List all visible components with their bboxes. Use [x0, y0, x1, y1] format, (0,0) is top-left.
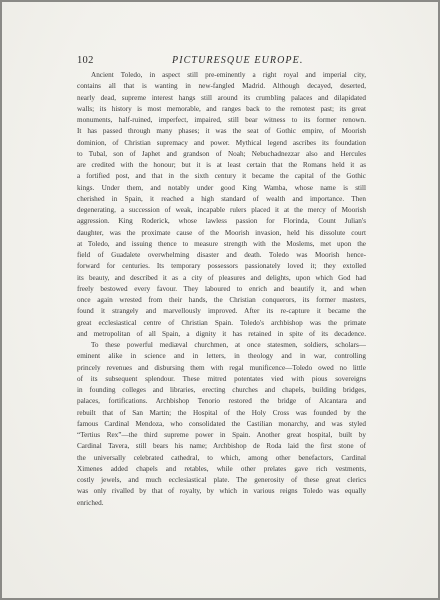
text-line: found it strangely and marvellously improved. After its re-capture it became the [77, 307, 366, 316]
text-line: famous Cardinal Mendoza, who consolidated the Castilian monarchy, and was styled [77, 419, 366, 428]
text-line: It has passed through many phases; it was the seat of Gothic empire, of Moorish [77, 127, 366, 136]
text-line: are credited with the honour; but it is at least certain that the Romans held it as [77, 161, 366, 169]
text-line: and metropolitan of all Spain, a dignity it has retained in spite of its decadence. [77, 329, 366, 338]
text-line: dominion, of Christian supremacy and power. Mythical legend ascribes its foundation [77, 138, 366, 147]
text-line: enriched. [77, 498, 104, 507]
text-line: walls; its history is most memorable, and ranges back to the remotest past; its great [77, 104, 366, 113]
text-line: daughter, was the proximate cause of the Moorish invasion, held his dissolute court [77, 228, 366, 237]
book-page [2, 2, 438, 598]
text-line: the universally celebrated cathedral, to which, among other benefactors, Cardinal [77, 453, 366, 462]
running-title: PICTURESQUE EUROPE. [172, 55, 304, 66]
text-line: Cardinal Tavera, still bears his name; Archbishop de Roda laid the first stone of [77, 442, 366, 451]
text-line: nearly dead, supreme interest hangs still around its crumbling palaces and dilapidated [77, 93, 366, 102]
text-line: was only rivalled by that of royalty, by which in various reigns Toledo was equally [77, 487, 366, 496]
text-line: costly jewels, and much ecclesiastical plate. The generosity of these great clerics [77, 476, 366, 484]
text-line: field of Guadalete overwhelming disaster and death. Toledo was Moorish hence- [77, 251, 366, 259]
text-line: to Tubal, son of Japhet and grandson of Noah; Nebuchadnezzar also and Hercules [77, 149, 366, 158]
text-line: forward for centuries. Its temporary possessors passionately loved it; they extolled [77, 262, 366, 271]
page-header [77, 55, 366, 69]
text-line: monuments, half-ruined, imperfect, impaired, still bear witness to its former renown. [77, 116, 366, 124]
text-line: Ximenes added chapels and retables, while other prelates gave rich vestments, [77, 464, 366, 473]
text-line: once again wrested from their hands, the Christian conquerors, its former masters, [77, 296, 366, 304]
text-line: cherished in Spain, it reached a high standard of wealth and importance. Then [77, 194, 366, 203]
text-line: To these powerful mediæval churchmen, at once statesmen, soldiers, scholars— [91, 341, 366, 349]
text-line: aggression. King Roderick, whose lawless passion for Florinda, Count Julian's [77, 217, 366, 226]
text-line: princely revenues and disbursing them with regal munificence—Toledo owed no little [77, 363, 366, 372]
text-line: kings. Under them, and notably under good King Wamba, whose name is still [77, 183, 366, 192]
text-line: contains all that is wanting in new-fangled Madrid. Although decayed, deserted, [77, 82, 366, 91]
text-line: of its subsequent splendour. These mitred potentates vied with pious sovereigns [77, 374, 366, 383]
text-line: a fortified post, and that in the sixth century it became the capital of the Gothic [77, 172, 366, 181]
body-text [77, 70, 366, 509]
text-line: “Tertius Rex”—the third supreme power in Spain. Another great hospital, built by [77, 431, 366, 439]
text-line: freely bestowed every favour. They laboured to enrich and beautify it, and when [77, 284, 366, 293]
page-number: 102 [77, 55, 94, 66]
text-line: its beauty, and described it as a city of pleasures and delights, upon which God had [77, 273, 366, 282]
text-line: eminent alike in science and in letters, in theology and in war, controlling [77, 352, 366, 361]
text-line: rebuilt that of San Martin; the Hospital of the Holy Cross was founded by the [77, 408, 366, 417]
text-line: degenerating, a succession of weak, incapable rulers placed it at the mercy of Moorish [77, 206, 366, 214]
text-line: at Toledo, and issuing thence to measure strength with the Moslems, met upon the [77, 239, 366, 248]
text-line: palaces, fortifications. Archbishop Tenorio restored the bridge of Alcantara and [77, 397, 366, 406]
text-line: great ecclesiastical centre of Christian Spain. Toledo's archbishop was the primate [77, 318, 366, 327]
text-line: Ancient Toledo, in aspect still pre-eminently a right royal and imperial city, [91, 71, 366, 79]
text-line: in founding colleges and libraries, erecting churches and chapels, building bridges, [77, 386, 366, 394]
